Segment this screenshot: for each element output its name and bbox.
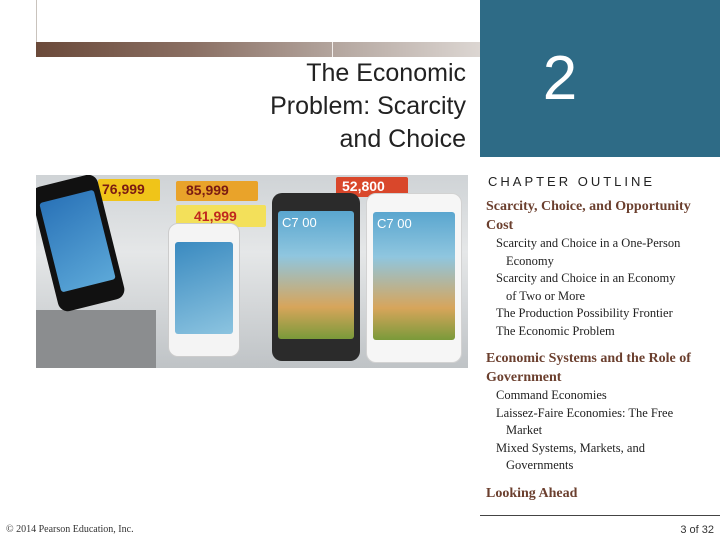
phone-white-large [366,193,462,363]
smartphones-photo [36,175,468,368]
screen-text: C7 00 [377,216,412,231]
phone-dark-large [272,193,360,361]
phone-white [168,223,240,357]
section-title: Scarcity, Choice, and Opportunity Cost [486,199,691,233]
outline-heading: CHAPTER OUTLINE [488,174,656,189]
display-stand [36,310,156,368]
outline-item: Mixed Systems, Markets, and Governments [496,440,645,472]
title-line-1: The Economic [306,59,466,87]
slide-title [206,57,466,156]
price-text: 52,800 [342,178,385,194]
chapter-number: 2 [542,44,578,113]
chapter-outline [486,197,714,503]
footer-divider [480,515,720,516]
section-title: Looking Ahead [486,485,578,501]
price-text: 85,999 [186,182,229,198]
outline-item: Scarcity and Choice in an Economy of Two or More [496,271,676,303]
top-divider-line [36,0,37,46]
copyright-footer: © 2014 Pearson Education, Inc. [6,524,134,535]
price-text: 76,999 [102,181,145,197]
page-indicator: 3 of 32 [680,524,714,536]
title-line-2: Problem: Scarcity [270,92,466,120]
header-gradient-bar [36,42,480,57]
outline-item: The Production Possibility Frontier [496,306,673,320]
title-line-3: and Choice [339,125,466,153]
price-text: 41,999 [194,208,237,224]
screen-text: C7 00 [282,215,317,230]
outline-item: The Economic Problem [496,323,615,338]
outline-item: Laissez-Faire Economies: The Free Market [496,405,674,437]
section-title: Economic Systems and the Role of Government [486,351,691,385]
outline-item: Scarcity and Choice in a One-Person Economy [496,236,681,268]
header-bar-tick [332,42,333,57]
outline-item: Command Economies [496,388,607,402]
